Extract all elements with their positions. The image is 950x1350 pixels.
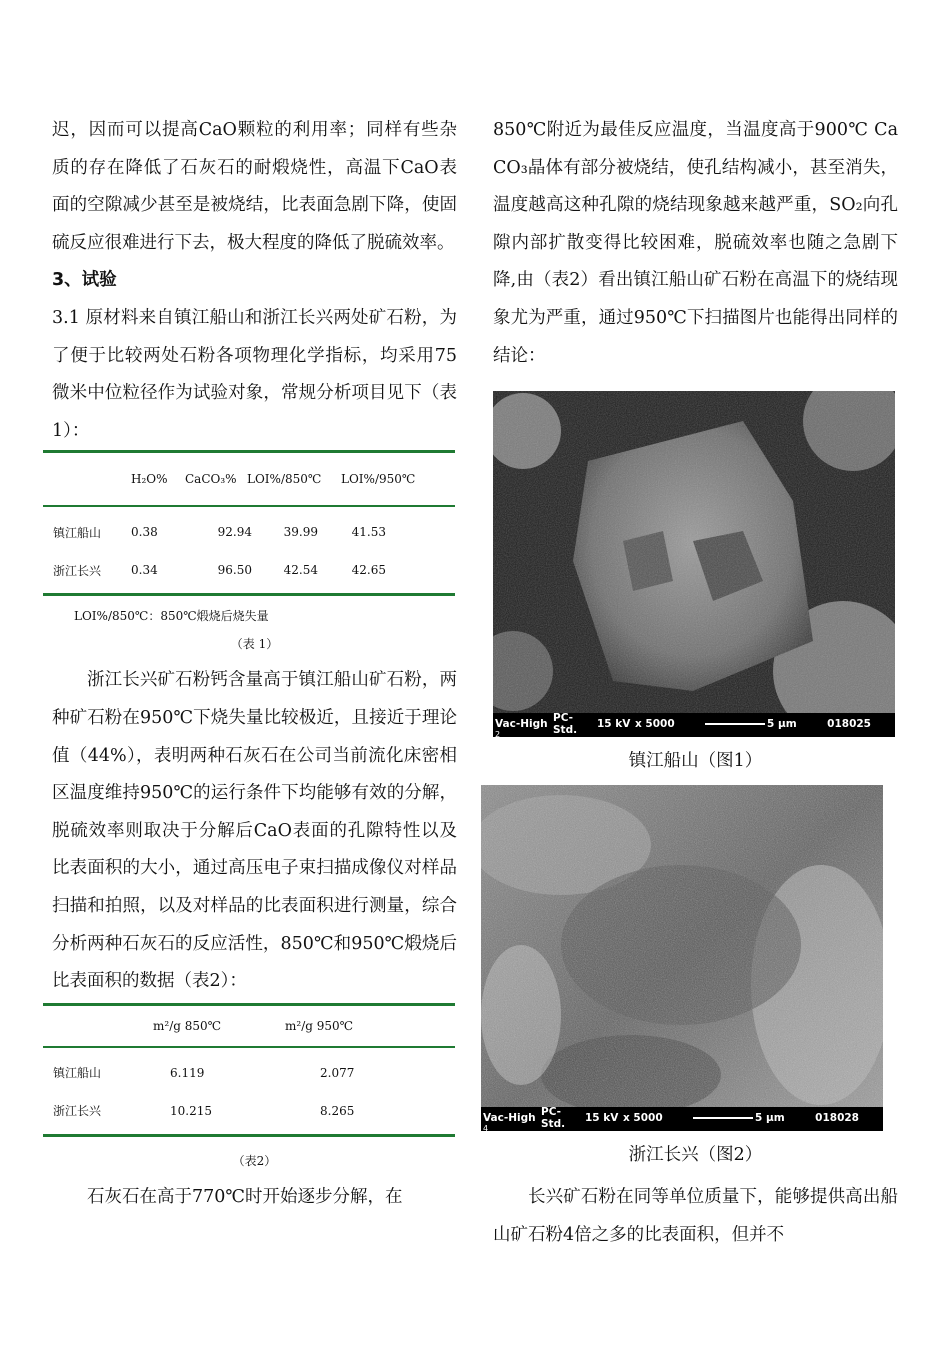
table-row xyxy=(43,1054,455,1092)
table-cell: 2.077 xyxy=(320,1065,355,1080)
table-1-row-name: 镇江船山 xyxy=(53,525,102,540)
sem-info-bar-2 xyxy=(481,1106,883,1131)
sem-image-id: 018025 xyxy=(827,718,871,731)
table-row xyxy=(43,513,455,551)
left-paragraph-4: 石灰石在高于770℃时开始逐步分解，在 xyxy=(87,1186,403,1207)
scale-bar xyxy=(705,723,765,725)
table-2 xyxy=(43,1003,455,1137)
table-cell: 39.99 xyxy=(283,525,318,540)
sem-micrograph-1 xyxy=(493,391,895,737)
table-1-header-loi950: LOI%/950℃ xyxy=(341,472,416,487)
table-2-row-name: 浙江长兴 xyxy=(53,1104,102,1119)
sem-image-id: 018028 xyxy=(815,1112,859,1125)
table-cell: 10.215 xyxy=(170,1103,212,1118)
table-2-header xyxy=(43,1006,455,1048)
left-paragraph-2: 3.1 原材料来自镇江船山和浙江长兴两处矿石粉，为了便于比较两处石粉各项物理化学指标，均采用75微米中位粒径作为试验对象，常规分析项目见下（表 1）： xyxy=(52,307,457,441)
table-cell: 92.94 xyxy=(217,525,252,540)
sem-scale-label: 5 μm xyxy=(767,718,797,731)
sem-magnification: x 5000 xyxy=(635,718,675,731)
figure-1-caption: 镇江船山（图1） xyxy=(628,751,763,772)
table-cell: 96.50 xyxy=(217,563,252,578)
sem-voltage: 15 kV xyxy=(597,718,631,731)
sem-scale-label: 5 μm xyxy=(755,1112,785,1125)
table-1-header xyxy=(43,453,455,507)
table-2-caption: （表2） xyxy=(232,1153,277,1168)
sem-vacuum-mode: Vac-High xyxy=(483,1112,536,1125)
sem-standard: PC-Std. xyxy=(553,712,578,737)
right-paragraph-2: 长兴矿石粉在同等单位质量下，能够提供高出船山矿石粉4倍之多的比表面积，但并不 xyxy=(493,1187,898,1245)
left-paragraph-1: 迟，因而可以提高CaO颗粒的利用率；同样有些杂质的存在降低了石灰石的耐煅烧性，高温下CaO表面的空隙减少甚至是被烧结，比表面急剧下降，使固硫反应很难进行下去，极大程度的降低了脱硫效率。 xyxy=(52,120,457,253)
table-2-header-950: m²/g 950℃ xyxy=(285,1018,354,1033)
table-row xyxy=(43,551,455,589)
sem-micrograph-2 xyxy=(481,785,883,1131)
table-cell: 41.53 xyxy=(351,525,386,540)
table-cell: 0.34 xyxy=(131,563,158,578)
sem-image-zhenjiang xyxy=(493,391,895,737)
sem-vacuum-mode: Vac-High xyxy=(495,718,548,731)
left-paragraph-3: 浙江长兴矿石粉钙含量高于镇江船山矿石粉，两种矿石粉在950℃下烧失量比较极近，且接近于理论值（44%），表明两种石灰石在公司当前流化床密相区温度维持950℃的运行条件下均能够有效的分解，脱硫效率则取决于分解后CaO表面的孔隙特性以及比表面积的大小，通过高压电子束扫描成像仪对样品扫描和拍照，以及对样品的比表面积进行测量，综合分析两种石灰石的反应活性，850℃和950℃煅烧后比表面积的数据（表2）： xyxy=(52,670,457,992)
left-column xyxy=(52,112,457,1216)
table-cell: 42.65 xyxy=(351,563,386,578)
table-1-header-h2o: H₂O% xyxy=(131,472,168,487)
sem-image-changxing xyxy=(481,785,883,1131)
table-2-row-name: 镇江船山 xyxy=(53,1066,102,1081)
sem-standard: PC-Std. xyxy=(541,1106,566,1131)
sem-image-suffix: 4 xyxy=(483,1124,489,1132)
table-1-note: LOI%/850℃：850℃煅烧后烧失量 xyxy=(74,609,269,624)
table-row xyxy=(43,1092,455,1130)
table-2-header-850: m²/g 850℃ xyxy=(153,1018,222,1033)
table-cell: 0.38 xyxy=(131,525,158,540)
table-cell: 8.265 xyxy=(320,1103,355,1118)
sem-voltage: 15 kV xyxy=(585,1112,619,1125)
sem-image-suffix: 2 xyxy=(495,730,501,738)
table-cell: 42.54 xyxy=(283,563,318,578)
table-1-header-caco3: CaCO₃% xyxy=(185,472,237,487)
table-1-caption: （表 1） xyxy=(230,637,279,652)
table-cell: 6.119 xyxy=(170,1065,205,1080)
sem-magnification: x 5000 xyxy=(623,1112,663,1125)
table-1-header-loi850: LOI%/850℃ xyxy=(247,472,322,487)
table-1 xyxy=(43,450,455,596)
section-heading-3: 3、试验 xyxy=(52,270,117,291)
sem-info-bar-1 xyxy=(493,712,895,737)
right-paragraph-1: 850℃附近为最佳反应温度，当温度高于900℃ CaCO₃晶体有部分被烧结，使孔结构减小，甚至消失，温度越高这种孔隙的烧结现象越来越严重，SO₂向孔隙内部扩散变得比较困难，脱硫效率也随之急剧下降,由（表2）看出镇江船山矿石粉在高温下的烧结现象尤为严重，通过950℃下扫描图片也能得出同样的结论： xyxy=(493,120,898,366)
figure-2-caption: 浙江长兴（图2） xyxy=(628,1145,763,1166)
table-1-row-name: 浙江长兴 xyxy=(53,563,102,578)
scale-bar xyxy=(693,1117,753,1119)
right-column xyxy=(483,112,898,1254)
